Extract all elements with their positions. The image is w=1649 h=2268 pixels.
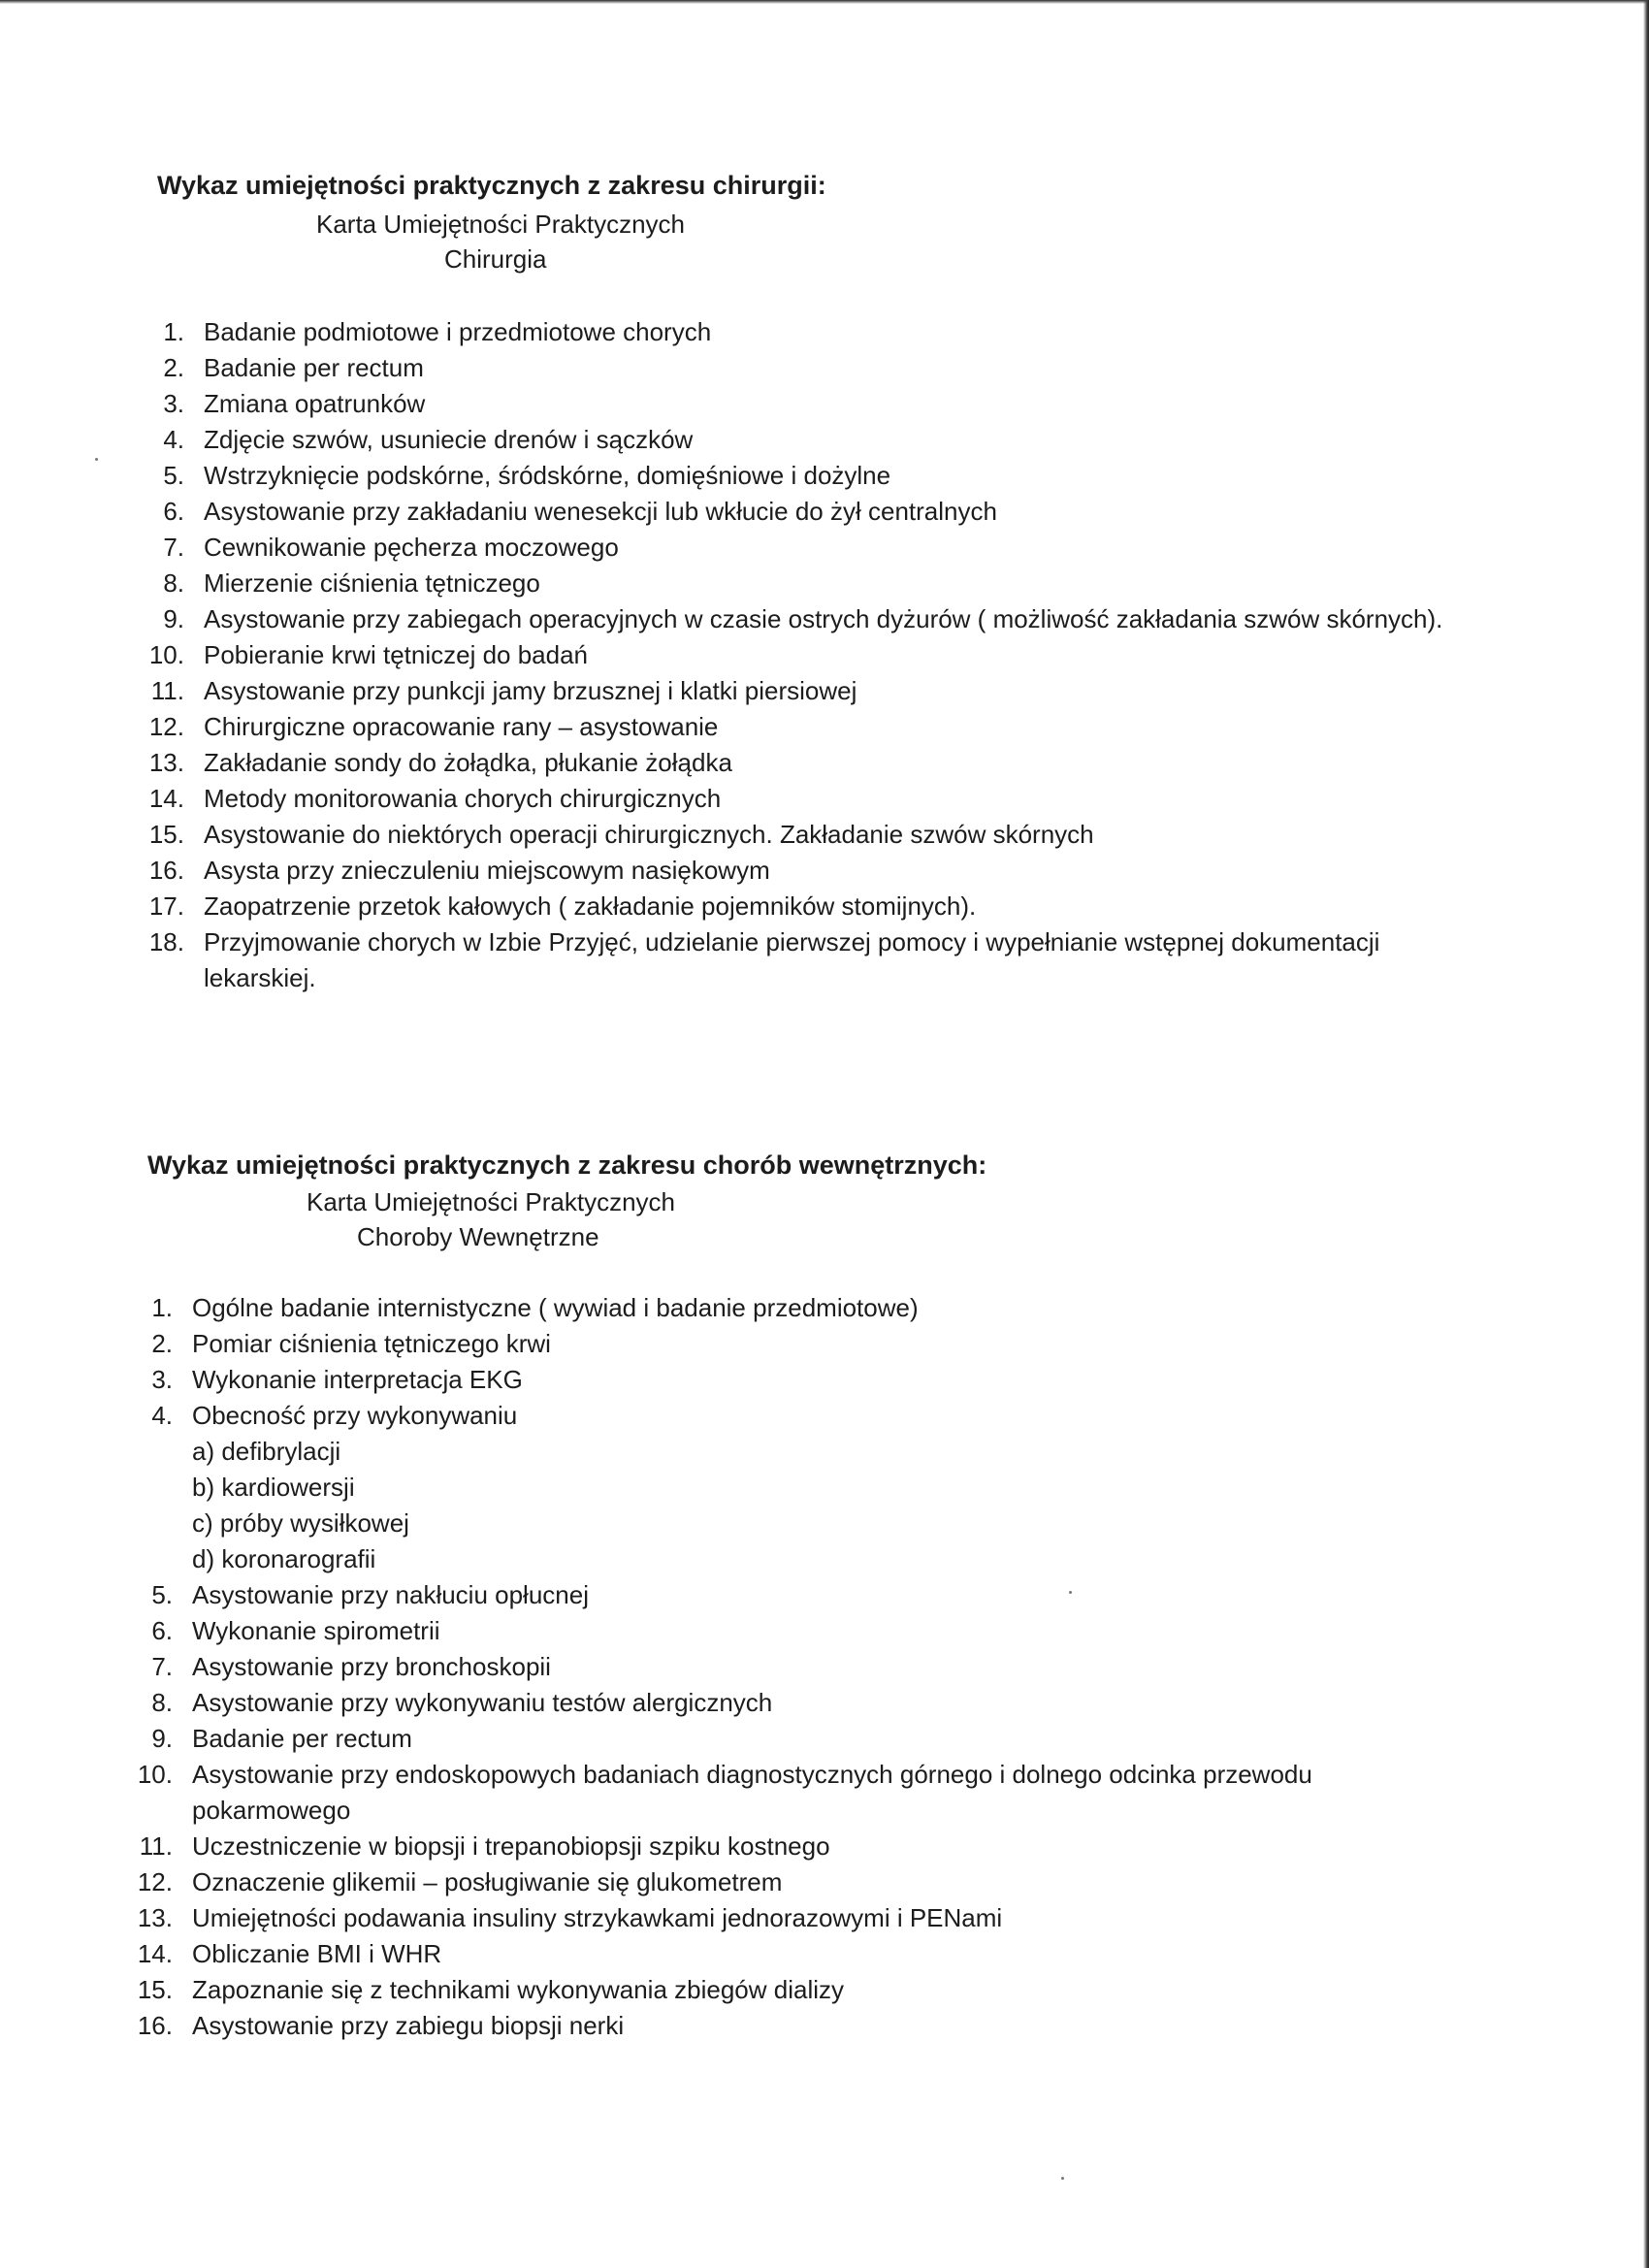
list-item bbox=[155, 422, 1455, 458]
item-number: 5. bbox=[151, 1580, 173, 1609]
scan-edge-top bbox=[0, 0, 1649, 4]
item-text: Chirurgiczne opracowanie rany – asystowanie bbox=[204, 712, 719, 741]
item-number: 9. bbox=[151, 1724, 173, 1753]
item-number: 13. bbox=[137, 1903, 173, 1932]
scan-speck bbox=[1069, 1591, 1072, 1594]
scan-edge-right bbox=[1643, 0, 1649, 2268]
list-item bbox=[144, 1685, 1443, 1721]
sub-list-item: d) koronarografii bbox=[192, 1544, 376, 1573]
item-text: Mierzenie ciśnienia tętniczego bbox=[204, 568, 540, 598]
item-number: 4. bbox=[151, 1401, 173, 1430]
item-text: Ogólne badanie internistyczne ( wywiad i badanie przedmiotowe) bbox=[192, 1293, 919, 1322]
sub-list bbox=[192, 1434, 1443, 1577]
item-text: Metody monitorowania chorych chirurgicznych bbox=[204, 784, 722, 813]
item-number: 12. bbox=[137, 1867, 173, 1896]
item-text: Asystowanie przy nakłuciu opłucnej bbox=[192, 1580, 589, 1609]
item-text: Uczestniczenie w biopsji i trepanobiopsji szpiku kostnego bbox=[192, 1831, 830, 1861]
item-number: 5. bbox=[163, 461, 184, 490]
item-text: Asystowanie przy zabiegach operacyjnych w czasie ostrych dyżurów ( możliwość zakładania szwów skórnych). bbox=[204, 604, 1443, 633]
item-number: 18. bbox=[148, 927, 184, 956]
list-item bbox=[137, 1900, 1443, 1936]
item-text: Zakładanie sondy do żołądka, płukanie żołądka bbox=[204, 748, 732, 777]
list-item bbox=[137, 1757, 1443, 1829]
item-number: 13. bbox=[148, 748, 184, 777]
item-text: Asysta przy znieczuleniu miejscowym nasiękowym bbox=[204, 856, 770, 885]
item-number: 15. bbox=[148, 820, 184, 849]
list-item bbox=[144, 1398, 1443, 1577]
list-item bbox=[155, 494, 1455, 530]
item-text: Zdjęcie szwów, usuniecie drenów i sączków bbox=[204, 425, 694, 454]
list-item bbox=[148, 817, 1455, 853]
item-text: Badanie podmiotowe i przedmiotowe chorych bbox=[204, 317, 712, 346]
section-heading: Wykaz umiejętności praktycznych z zakresu chorób wewnętrznych: bbox=[147, 1150, 987, 1180]
item-number: 2. bbox=[151, 1329, 173, 1358]
list-item bbox=[144, 1721, 1443, 1757]
item-text: Wykonanie interpretacja EKG bbox=[192, 1365, 523, 1394]
list-item bbox=[148, 781, 1455, 817]
item-text: Obliczanie BMI i WHR bbox=[192, 1939, 442, 1968]
item-text: Wstrzyknięcie podskórne, śródskórne, domięśniowe i dożylne bbox=[204, 461, 891, 490]
list-item bbox=[139, 1829, 1443, 1864]
list-item bbox=[155, 566, 1455, 601]
item-text: Pomiar ciśnienia tętniczego krwi bbox=[192, 1329, 551, 1358]
list-item bbox=[155, 314, 1455, 350]
item-number: 7. bbox=[151, 1652, 173, 1681]
item-number: 11. bbox=[139, 1831, 173, 1861]
item-text: Asystowanie przy zabiegu biopsji nerki bbox=[192, 2011, 625, 2040]
item-text: Pobieranie krwi tętniczej do badań bbox=[204, 640, 589, 669]
list-item bbox=[155, 386, 1455, 422]
sub-list-item: c) próby wysiłkowej bbox=[192, 1508, 409, 1538]
item-number: 10. bbox=[148, 640, 184, 669]
list-item bbox=[150, 673, 1455, 709]
item-number: 8. bbox=[151, 1688, 173, 1717]
item-number: 3. bbox=[151, 1365, 173, 1394]
item-text: Wykonanie spirometrii bbox=[192, 1616, 440, 1645]
skills-list bbox=[137, 1290, 1443, 2044]
item-number: 8. bbox=[163, 568, 184, 598]
item-text: Zmiana opatrunków bbox=[204, 389, 426, 418]
list-item bbox=[148, 745, 1455, 781]
list-item bbox=[137, 1864, 1443, 1900]
item-number: 12. bbox=[148, 712, 184, 741]
list-item bbox=[144, 1290, 1443, 1326]
item-text: Asystowanie przy punkcji jamy brzusznej i klatki piersiowej bbox=[204, 676, 857, 705]
list-item bbox=[148, 709, 1455, 745]
item-text: Badanie per rectum bbox=[192, 1724, 412, 1753]
sub-list-item: a) defibrylacji bbox=[192, 1437, 341, 1466]
item-text: Zapoznanie się z technikami wykonywania zbiegów dializy bbox=[192, 1975, 845, 2004]
list-item bbox=[137, 1972, 1443, 2008]
list-item bbox=[155, 350, 1455, 386]
item-number: 16. bbox=[148, 856, 184, 885]
item-number: 9. bbox=[163, 604, 184, 633]
list-item bbox=[148, 889, 1455, 924]
list-item bbox=[144, 1649, 1443, 1685]
list-item bbox=[155, 458, 1455, 494]
item-text: Asystowanie do niektórych operacji chirurgicznych. Zakładanie szwów skórnych bbox=[204, 820, 1094, 849]
item-text: Asystowanie przy wykonywaniu testów alergicznych bbox=[192, 1688, 773, 1717]
skills-list bbox=[148, 314, 1455, 996]
item-number: 14. bbox=[148, 784, 184, 813]
item-text: Asystowanie przy bronchoskopii bbox=[192, 1652, 551, 1681]
item-number: 1. bbox=[151, 1293, 173, 1322]
sub-list-item: b) kardiowersji bbox=[192, 1473, 355, 1502]
item-text: Przyjmowanie chorych w Izbie Przyjęć, udzielanie pierwszej pomocy i wypełnianie wstępnej dokumentacji lekarskiej. bbox=[204, 927, 1380, 992]
item-text: Badanie per rectum bbox=[204, 353, 424, 382]
section-subtitle-specialty: Chirurgia bbox=[444, 244, 547, 274]
item-number: 15. bbox=[137, 1975, 173, 2004]
list-item bbox=[137, 2008, 1443, 2044]
item-text: Asystowanie przy endoskopowych badaniach diagnostycznych górnego i dolnego odcinka przewodu pokarmowego bbox=[192, 1760, 1312, 1825]
item-text: Cewnikowanie pęcherza moczowego bbox=[204, 533, 619, 562]
list-item bbox=[144, 1362, 1443, 1398]
item-text: Obecność przy wykonywaniu bbox=[192, 1401, 518, 1430]
list-item bbox=[155, 601, 1455, 637]
item-number: 11. bbox=[150, 676, 184, 705]
list-item bbox=[155, 530, 1455, 566]
item-number: 10. bbox=[137, 1760, 173, 1789]
section-heading: Wykaz umiejętności praktycznych z zakresu chirurgii: bbox=[157, 171, 826, 200]
list-item bbox=[144, 1326, 1443, 1362]
item-number: 1. bbox=[163, 317, 184, 346]
list-item bbox=[148, 924, 1455, 996]
item-number: 16. bbox=[137, 2011, 173, 2040]
section-subtitle: Karta Umiejętności Praktycznych bbox=[307, 1187, 676, 1216]
list-item bbox=[148, 853, 1455, 889]
item-number: 4. bbox=[163, 425, 184, 454]
item-number: 3. bbox=[163, 389, 184, 418]
section-subtitle: Karta Umiejętności Praktycznych bbox=[316, 210, 686, 239]
item-text: Zaopatrzenie przetok kałowych ( zakładanie pojemników stomijnych). bbox=[204, 891, 977, 921]
item-number: 7. bbox=[163, 533, 184, 562]
item-text: Asystowanie przy zakładaniu wenesekcji lub wkłucie do żył centralnych bbox=[204, 497, 997, 526]
list-item bbox=[137, 1936, 1443, 1972]
item-number: 6. bbox=[151, 1616, 173, 1645]
item-number: 6. bbox=[163, 497, 184, 526]
section-subtitle-specialty: Choroby Wewnętrzne bbox=[357, 1222, 599, 1251]
list-item bbox=[148, 637, 1455, 673]
list-item bbox=[144, 1577, 1443, 1613]
item-text: Umiejętności podawania insuliny strzykawkami jednorazowymi i PENami bbox=[192, 1903, 1003, 1932]
scan-speck bbox=[1061, 2177, 1064, 2180]
item-number: 14. bbox=[137, 1939, 173, 1968]
list-item bbox=[144, 1613, 1443, 1649]
scan-speck bbox=[95, 458, 98, 461]
item-number: 17. bbox=[148, 891, 184, 921]
item-number: 2. bbox=[163, 353, 184, 382]
item-text: Oznaczenie glikemii – posługiwanie się glukometrem bbox=[192, 1867, 783, 1896]
